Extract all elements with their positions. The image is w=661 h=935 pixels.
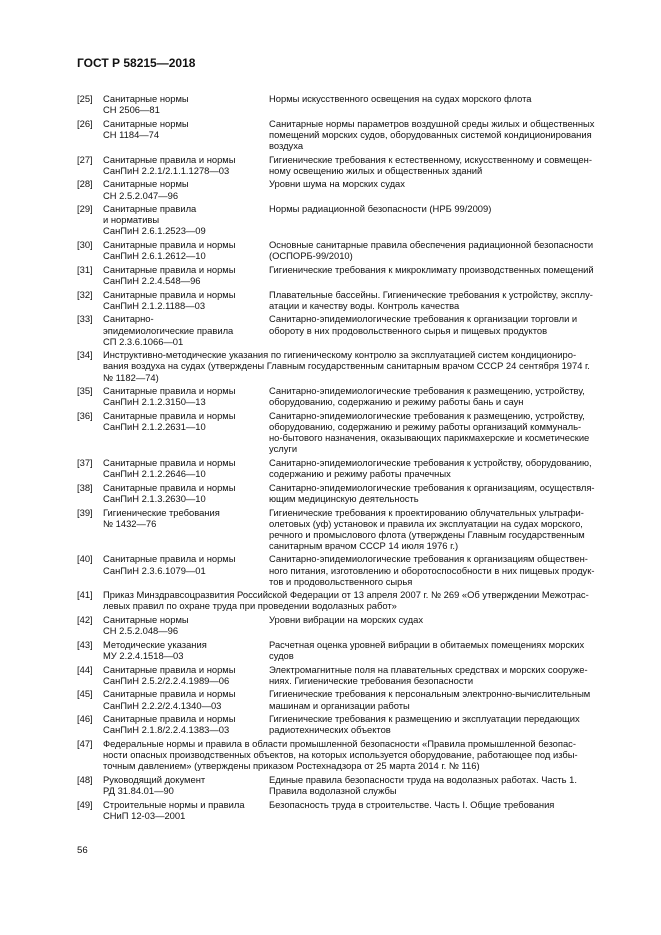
reference-entry [77,639,615,661]
reference-entry [77,688,615,710]
bibliography-list [77,93,615,823]
reference-number: [31] [77,263,93,275]
reference-entry [77,589,615,611]
reference-title: Санитарно-эпидемиологические требования к устройству, оборудованию, содержанию и режиму работы прачечных [269,456,592,480]
reference-document: Санитарные правила и нормы СанПиН 2.2.1/2.1.1.1278—03 [103,153,236,176]
reference-entry [77,154,615,176]
reference-document: Санитарно- эпидемиологические правила СП 2.3.6.1066—01 [103,313,234,347]
reference-document: Санитарные правила и нормы СанПиН 2.1.2.2631—10 [103,409,236,433]
reference-entry [77,289,615,311]
reference-number: [38] [77,481,93,493]
reference-title: Санитарно-эпидемиологические требования к организации торговли и обороту в них продовольственного сырья и пищевых продуктов [269,313,578,336]
reference-title: Санитарно-эпидемиологические требования к размещению, устройству, оборудованию, содержанию и режиму работы бань и саун [269,385,585,408]
reference-number: [32] [77,288,93,300]
reference-entry [77,385,615,407]
reference-document: Гигиенические требования № 1432—76 [103,506,220,529]
document-header: ГОСТ Р 58215—2018 [77,56,196,70]
reference-text: Федеральные нормы и правила в области промышленной безопасности «Правила промышленной безопас- ности опасных производственных объектов, на которых используется оборудование, работающее под избы- точным давлением» (утверждены приказом Ростехнадзора от 25 марта 2014 г. № 116) [103,738,578,772]
reference-number: [35] [77,385,93,397]
reference-entry [77,799,615,821]
reference-entry [77,239,615,261]
reference-document: Санитарные правила и нормы СанПиН 2.5.2/2.2.4.1989—06 [103,663,236,686]
reference-title: Гигиенические требования к размещению и эксплуатации передающих радиотехнических объектов [269,713,580,736]
reference-document: Санитарные нормы СН 2.5.2.048—96 [103,614,189,637]
reference-title: Безопасность труда в строительстве. Часть I. Общие требования [269,798,555,810]
reference-document: Санитарные правила и нормы СанПиН 2.1.3.2630—10 [103,481,236,504]
reference-entry [77,614,615,636]
reference-title: Санитарно-эпидемиологические требования к размещению, устройству, оборудованию, содержанию и режиму работы организаций коммуналь- но-бытового назначения, оказывающих парикмахерские и косметические услуги [269,409,590,455]
reference-number: [36] [77,409,93,421]
reference-number: [44] [77,663,93,675]
reference-document: Строительные нормы и правила СНиП 12-03—2001 [103,798,245,821]
reference-title: Санитарно-эпидемиологические требования к организациям обществен- ного питания, изготовлению и оборотоспособности в них пищевых продук- тов и продовольственного сырья [269,553,595,587]
reference-number: [42] [77,614,93,626]
reference-number: [48] [77,773,93,785]
reference-document: Санитарные нормы СН 2.5.2.047—96 [103,178,189,201]
reference-number: [39] [77,506,93,518]
reference-entry [77,118,615,151]
reference-title: Санитарные нормы параметров воздушной среды жилых и общественных помещений морских судов, оборудованных системой кондиционирования воздуха [269,117,595,151]
reference-number: [25] [77,93,93,104]
reference-number: [26] [77,117,93,129]
reference-number: [43] [77,638,93,650]
reference-document: Санитарные правила и нормы СанПиН 2.6.1.2612—10 [103,239,236,262]
reference-document: Санитарные правила и нормы СанПиН 2.3.6.1079—01 [103,553,236,576]
reference-title: Гигиенические требования к персональным электронно-вычислительным машинам и организации работы [269,688,591,711]
reference-number: [37] [77,456,93,468]
reference-title: Электромагнитные поля на плавательных средствах и морских сооруже- ниях. Гигиенические требования безопасности [269,663,588,686]
reference-document: Санитарные правила и нормы СанПиН 2.1.2.1188—03 [103,288,236,311]
reference-entry [77,553,615,586]
reference-number: [49] [77,798,93,810]
reference-document: Санитарные правила и нормы СанПиН 2.1.2.2646—10 [103,456,236,480]
reference-number: [47] [77,738,93,750]
reference-entry [77,349,615,382]
reference-title: Основные санитарные правила обеспечения радиационной безопасности (ОСПОРБ-99/2010) [269,239,594,262]
reference-title: Нормы искусственного освещения на судах морского флота [269,93,532,104]
reference-entry [77,313,615,346]
reference-number: [33] [77,313,93,325]
reference-text: Инструктивно-методические указания по гигиеническому контролю за эксплуатацией систем кондициониро- вания воздуха на судах (утверждены Главным государственным санитарным врачом СССР 24 сентября 1974 г. № 1182—74) [103,349,590,383]
reference-number: [34] [77,349,93,361]
reference-document: Методические указания МУ 2.2.4.1518—03 [103,638,207,661]
reference-entry [77,738,615,771]
reference-title: Единые правила безопасности труда на водолазных работах. Часть 1. Правила водолазной службы [269,773,577,796]
reference-entry [77,264,615,286]
reference-document: Руководящий документ РД 31.84.01—90 [103,773,206,796]
reference-entry [77,457,615,479]
reference-entry [77,203,615,236]
reference-title: Уровни вибрации на морских судах [269,614,424,626]
reference-document: Санитарные нормы СН 2506—81 [103,93,189,116]
reference-number: [40] [77,553,93,565]
reference-text: Приказ Минздравсоцразвития Российской Федерации от 13 апреля 2007 г. № 269 «Об утверждении Межотрас- левых правил по охране труда при проведении водолазных работ» [103,589,589,612]
reference-document: Санитарные правила и нормы СанПиН 2.2.4.548—96 [103,263,236,286]
reference-entry [77,482,615,504]
reference-document: Санитарные правила и нормы СанПиН 2.1.8/2.2.4.1383—03 [103,713,236,736]
reference-title: Санитарно-эпидемиологические требования к организациям, осуществля- ющим медицинскую деятельность [269,481,595,504]
reference-entry [77,774,615,796]
reference-number: [45] [77,688,93,700]
reference-number: [41] [77,589,93,601]
reference-entry [77,664,615,686]
reference-entry [77,93,615,115]
reference-entry [77,507,615,551]
reference-title: Гигиенические требования к микроклимату производственных помещений [269,263,594,275]
reference-title: Расчетная оценка уровней вибрации в обитаемых помещениях морских судов [269,638,585,661]
reference-entry [77,713,615,735]
reference-title: Гигиенические требования к естественному, искусственному и совмещен- ному освещению жилых и общественных зданий [269,153,592,176]
reference-entry [77,410,615,454]
reference-title: Плавательные бассейны. Гигиенические требования к устройству, эксплу- атации и качеству воды. Контроль качества [269,288,593,311]
reference-title: Гигиенические требования к проектированию облучательных ультрафи- олетовых (уф) установок и правила их эксплуатации на судах морского, речного и промыслового флота (утверждены Главным государственным санитарным врачом СССР 14 июля 1976 г.) [269,506,585,551]
reference-title: Нормы радиационной безопасности (НРБ 99/2009) [269,203,492,215]
reference-document: Санитарные правила и нормативы СанПиН 2.6.1.2523—09 [103,203,206,237]
reference-number: [29] [77,203,93,215]
reference-document: Санитарные правила и нормы СанПиН 2.2.2/2.4.1340—03 [103,688,236,711]
page-number: 56 [77,845,88,856]
reference-document: Санитарные правила и нормы СанПиН 2.1.2.3150—13 [103,385,236,408]
reference-number: [30] [77,239,93,251]
reference-title: Уровни шума на морских судах [269,178,405,190]
reference-entry [77,178,615,200]
reference-number: [46] [77,713,93,725]
reference-number: [27] [77,153,93,165]
reference-number: [28] [77,178,93,190]
reference-document: Санитарные нормы СН 1184—74 [103,117,189,140]
